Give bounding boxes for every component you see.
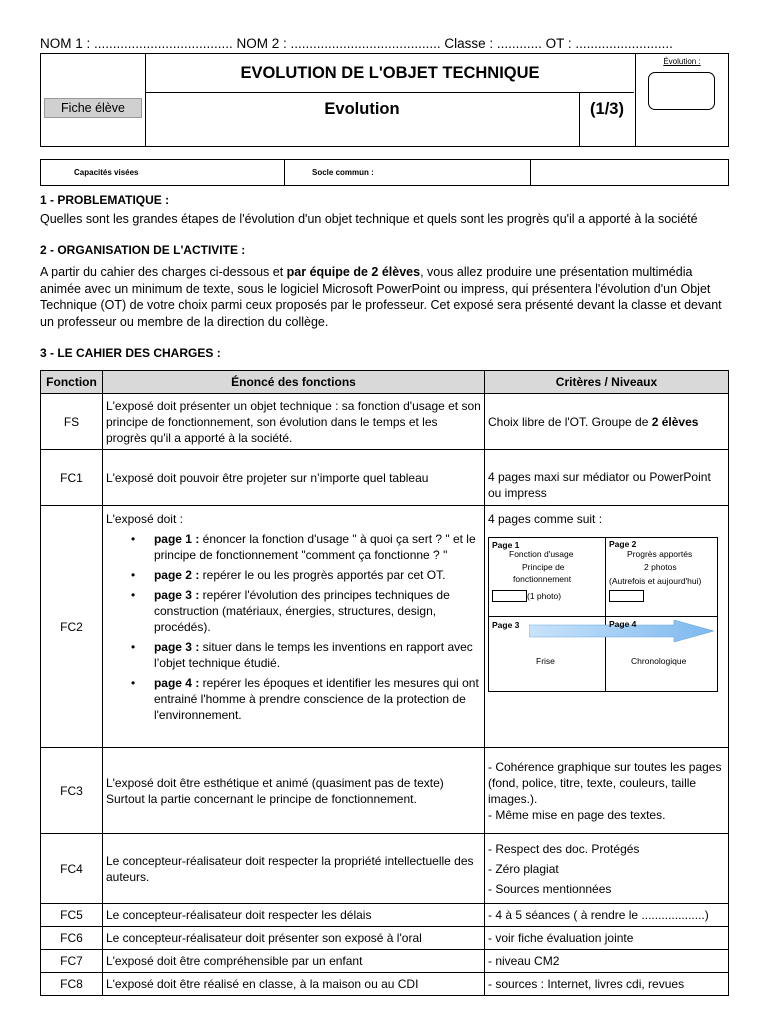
diagram-page3-label: Page 3	[492, 620, 520, 630]
names-line: NOM 1 : ..................................... NOM 2 : ........................................ Classe : ............ OT : ..........................	[40, 36, 673, 51]
col-header-fonction: Fonction	[41, 371, 103, 394]
document-subtitle: Evolution	[324, 100, 400, 118]
criteria-cell: Choix libre de l'OT. Groupe de 2 élèves	[485, 394, 729, 450]
enonce-cell: L'exposé doit être réalisé en classe, à la maison ou au CDI	[102, 973, 484, 996]
diagram-text: (1 photo)	[527, 591, 562, 601]
fc2-intro: L'exposé doit :	[105, 512, 183, 526]
list-item: • page 3 : situer dans le temps les inventions en rapport avec l’objet technique étudié.	[106, 639, 481, 671]
diagram-text: Frise	[536, 656, 555, 666]
socle-commun-label: Socle commun :	[285, 160, 531, 185]
evaluation-box[interactable]	[648, 72, 715, 110]
fn-cell: FC8	[41, 973, 103, 996]
diagram-text: fonctionnement	[513, 574, 572, 584]
fn-cell: FC4	[41, 834, 103, 904]
diagram-page1-label: Page 1	[492, 540, 520, 550]
criteria-cell: - Cohérence graphique sur toutes les pages (fond, police, titre, texte, couleurs, taille images.). - Même mise en page des textes.	[485, 748, 729, 834]
criteria-cell: - voir fiche évaluation jointe	[485, 927, 729, 950]
table-header-row	[41, 371, 729, 394]
diagram-text: (Autrefois et aujourd'hui)	[609, 576, 702, 586]
section-3-title: 3 - LE CAHIER DES CHARGES :	[40, 346, 221, 360]
table-row-fs	[41, 394, 729, 450]
table-row-fc3	[41, 748, 729, 834]
enonce-cell: L'exposé doit être compréhensible par un enfant	[102, 950, 484, 973]
table-row-fc1	[41, 450, 729, 506]
criteria-cell: 4 pages maxi sur médiator ou PowerPoint ou impress	[485, 450, 729, 506]
enonce-cell: L'exposé doit pouvoir être projeter sur n’importe quel tableau	[102, 450, 484, 506]
criteria-cell: - sources : Internet, livres cdi, revues	[485, 973, 729, 996]
criteria-cell: - niveau CM2	[485, 950, 729, 973]
evaluation-label: Évolution :	[663, 57, 701, 66]
diagram-text: Progrès apportés	[627, 549, 693, 559]
diagram-text: Fonction d'usage	[509, 549, 574, 559]
list-item: • page 4 : repérer les époques et identifier les mesures qui ont entrainé l'homme à prendre conscience de la protection de l'environnement.	[106, 675, 481, 723]
fn-cell: FC3	[41, 748, 103, 834]
capacites-table	[40, 159, 729, 186]
list-item: • page 2 : repérer le ou les progrès apportés par cet OT.	[106, 567, 481, 583]
pages-layout-diagram	[488, 537, 718, 692]
photo-placeholder	[492, 590, 527, 602]
table-row-fc7	[41, 950, 729, 973]
table-row-fc6	[41, 927, 729, 950]
section-2-text: A partir du cahier des charges ci-dessous et par équipe de 2 élèves, vous allez produire une présentation multimédia animée avec un minimum de texte, sous le logiciel Microsoft PowerPoint ou impress, qui présentera l'évolution d'un Objet Technique (OT) de votre choix parmi ceux proposés par le professeur. Cet exposé sera présenté devant la classe et devant un professeur ou membre de la direction du collège.	[40, 265, 722, 329]
diagram-page2-label: Page 2	[609, 539, 637, 549]
fn-cell: FC5	[41, 904, 103, 927]
col-header-enonce: Énoncé des fonctions	[102, 371, 484, 394]
enonce-cell: Le concepteur-réalisateur doit respecter la propriété intellectuelle des auteurs.	[102, 834, 484, 904]
fc2-list	[106, 531, 481, 723]
enonce-cell	[102, 506, 484, 748]
list-item: • page 1 : énoncer la fonction d'usage " à quoi ça sert ? " et le principe de fonctionnement "comment ça fonctionne ? "	[106, 531, 481, 563]
enonce-cell: Le concepteur-réalisateur doit présenter son exposé à l'oral	[102, 927, 484, 950]
cahier-des-charges-table	[40, 370, 729, 996]
fn-cell: FC2	[41, 506, 103, 748]
section-1-title: 1 - PROBLEMATIQUE :	[40, 193, 170, 207]
document-title: EVOLUTION DE L'OBJET TECHNIQUE	[240, 64, 540, 82]
fiche-badge: Fiche élève	[44, 98, 142, 118]
table-row-fc5	[41, 904, 729, 927]
page-number: (1/3)	[590, 100, 624, 118]
fc2-criteria-text: 4 pages comme suit :	[488, 512, 603, 526]
photo-placeholder	[609, 590, 644, 602]
section-2-title: 2 - ORGANISATION DE L'ACTIVITE :	[40, 243, 246, 257]
enonce-cell: L'exposé doit présenter un objet technique : sa fonction d'usage et son principe de fonctionnement, son évolution dans le temps et les progrès qu'il a apporté à la société.	[102, 394, 484, 450]
diagram-page4-label: Page 4	[609, 619, 637, 629]
capacites-visees-label: Capacités visées	[41, 160, 285, 185]
fn-cell: FC7	[41, 950, 103, 973]
list-item: • page 3 : repérer l'évolution des principes techniques de construction (matériaux, énergies, structures, design, procédés).	[106, 587, 481, 635]
diagram-text: Principe de	[522, 562, 565, 572]
table-row-fc8	[41, 973, 729, 996]
table-row-fc2	[41, 506, 729, 748]
fn-cell: FC6	[41, 927, 103, 950]
enonce-cell: Le concepteur-réalisateur doit respecter les délais	[102, 904, 484, 927]
diagram-text: Chronologique	[631, 656, 687, 666]
title-block	[40, 53, 729, 147]
section-1-text: Quelles sont les grandes étapes de l'évolution d'un objet technique et quels sont les progrès qu'il a apporté à la société	[40, 212, 698, 226]
criteria-cell	[485, 506, 729, 748]
table-row-fc4	[41, 834, 729, 904]
criteria-cell: - Respect des doc. Protégés - Zéro plagiat - Sources mentionnées	[485, 834, 729, 904]
enonce-cell: L'exposé doit être esthétique et animé (quasiment pas de texte) Surtout la partie concernant le principe de fonctionnement.	[102, 748, 484, 834]
fn-cell: FC1	[41, 450, 103, 506]
diagram-text: 2 photos	[644, 562, 677, 572]
col-header-criteres: Critères / Niveaux	[485, 371, 729, 394]
fn-cell: FS	[41, 394, 103, 450]
criteria-cell: - 4 à 5 séances ( à rendre le ...................)	[485, 904, 729, 927]
